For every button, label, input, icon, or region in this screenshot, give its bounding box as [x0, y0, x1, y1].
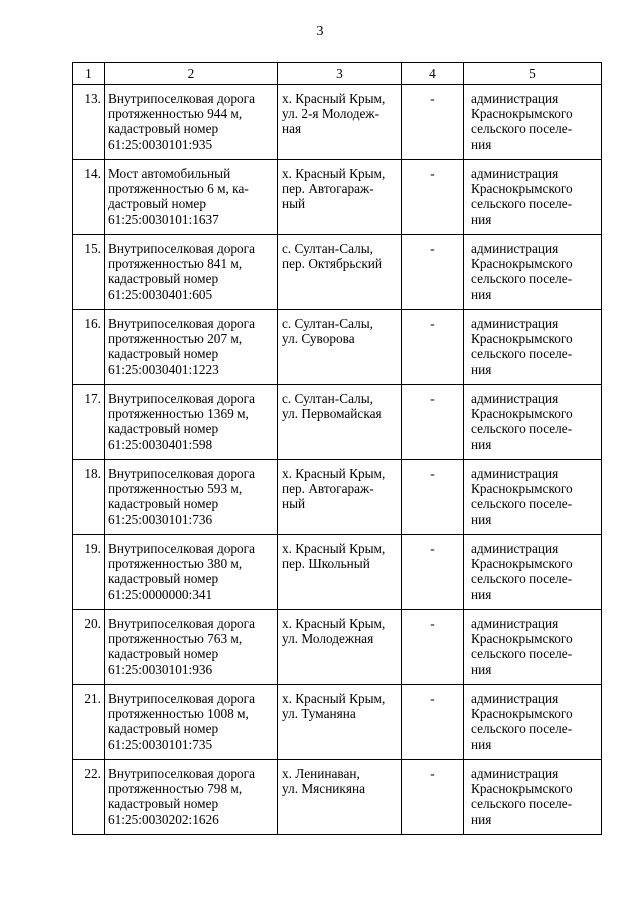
owner-cell — [464, 160, 602, 235]
owner-line: Краснокрымского — [471, 556, 573, 572]
address-line: пер. Автогараж- — [282, 481, 374, 497]
owner-line: Краснокрымского — [471, 481, 573, 497]
owner-line: сельского поселе- — [471, 796, 573, 812]
object-name-line: Внутрипоселковая дорога — [108, 766, 256, 781]
owner-line: администрация — [471, 166, 559, 181]
address-cell — [278, 685, 402, 760]
object-name-line: Внутрипоселковая дорога — [108, 466, 256, 481]
row-number-cell: 13. — [73, 85, 105, 160]
address-line: ул. Молодежная — [282, 631, 374, 647]
object-name-line: протяженностью 207 м, — [108, 331, 243, 347]
owner-line: ния — [471, 736, 492, 752]
address-line: ный — [282, 196, 306, 212]
address-line: х. Красный Крым, — [282, 616, 386, 631]
object-name-line: протяженностью 798 м, — [108, 781, 243, 797]
table-row — [73, 310, 602, 385]
object-name-line: кадастровый номер — [108, 121, 219, 137]
row-number-cell: 15. — [73, 235, 105, 310]
owner-line: сельского поселе- — [471, 496, 573, 512]
object-name-line: Внутрипоселковая дорога — [108, 541, 256, 556]
row-number-cell: 21. — [73, 685, 105, 760]
owner-line: сельского поселе- — [471, 571, 573, 587]
owner-line: Краснокрымского — [471, 331, 573, 347]
address-cell — [278, 235, 402, 310]
object-name-cell — [105, 310, 278, 385]
owner-cell — [464, 535, 602, 610]
object-name-line: Внутрипоселковая дорога — [108, 316, 256, 331]
table-row — [73, 385, 602, 460]
column-header: 4 — [402, 63, 464, 85]
owner-line: сельского поселе- — [471, 121, 573, 137]
address-line: с. Султан-Салы, — [282, 241, 373, 256]
object-name-cell — [105, 160, 278, 235]
owner-cell — [464, 310, 602, 385]
address-line: ул. Первомайская — [282, 406, 382, 422]
address-cell — [278, 760, 402, 835]
column-4-cell: - — [402, 535, 464, 610]
owner-line: Краснокрымского — [471, 706, 573, 722]
object-name-line: кадастровый номер — [108, 421, 219, 437]
column-4-cell: - — [402, 85, 464, 160]
column-header: 2 — [105, 63, 278, 85]
column-4-cell: - — [402, 685, 464, 760]
owner-line: сельского поселе- — [471, 421, 573, 437]
object-name-cell — [105, 85, 278, 160]
object-name-line: кадастровый номер — [108, 346, 219, 362]
owner-line: ния — [471, 586, 492, 602]
object-name-line: 61:25:0030401:598 — [108, 436, 213, 452]
column-4-cell: - — [402, 310, 464, 385]
owner-line: Краснокрымского — [471, 256, 573, 272]
object-name-line: протяженностью 763 м, — [108, 631, 243, 647]
row-number-cell: 20. — [73, 610, 105, 685]
object-name-line: Мост автомобильный — [108, 166, 231, 181]
address-line: ул. 2-я Молодеж- — [282, 106, 380, 122]
object-name-line: протяженностью 944 м, — [108, 106, 243, 122]
column-header: 5 — [464, 63, 602, 85]
table-row — [73, 85, 602, 160]
owner-line: ния — [471, 661, 492, 677]
table-row — [73, 610, 602, 685]
address-cell — [278, 610, 402, 685]
column-4-cell: - — [402, 760, 464, 835]
object-name-cell — [105, 460, 278, 535]
owner-line: сельского поселе- — [471, 196, 573, 212]
address-line: ный — [282, 496, 306, 512]
owner-line: администрация — [471, 316, 559, 331]
owner-cell — [464, 685, 602, 760]
object-name-line: 61:25:0030202:1626 — [108, 811, 219, 827]
address-line: с. Султан-Салы, — [282, 391, 373, 406]
object-name-line: кадастровый номер — [108, 271, 219, 287]
object-name-line: 61:25:0030101:736 — [108, 511, 213, 527]
object-name-cell — [105, 535, 278, 610]
object-name-line: дастровый номер — [108, 196, 206, 212]
owner-cell — [464, 760, 602, 835]
owner-line: администрация — [471, 541, 559, 556]
object-name-cell — [105, 760, 278, 835]
owner-line: администрация — [471, 466, 559, 481]
object-name-line: Внутрипоселковая дорога — [108, 391, 256, 406]
column-4-cell: - — [402, 235, 464, 310]
owner-line: ния — [471, 211, 492, 227]
row-number-cell: 16. — [73, 310, 105, 385]
address-cell — [278, 310, 402, 385]
registry-table — [72, 62, 602, 835]
owner-line: ния — [471, 811, 492, 827]
object-name-line: протяженностью 1008 м, — [108, 706, 249, 722]
column-header: 3 — [278, 63, 402, 85]
column-4-cell: - — [402, 385, 464, 460]
owner-cell — [464, 385, 602, 460]
object-name-line: кадастровый номер — [108, 496, 219, 512]
owner-line: Краснокрымского — [471, 106, 573, 122]
owner-line: администрация — [471, 91, 559, 106]
table-row — [73, 535, 602, 610]
address-line: х. Красный Крым, — [282, 166, 386, 181]
object-name-line: кадастровый номер — [108, 646, 219, 662]
table-row — [73, 685, 602, 760]
address-cell — [278, 460, 402, 535]
owner-cell — [464, 85, 602, 160]
object-name-line: 61:25:0030101:936 — [108, 661, 213, 677]
address-line: х. Красный Крым, — [282, 691, 386, 706]
owner-line: Краснокрымского — [471, 406, 573, 422]
address-line: пер. Автогараж- — [282, 181, 374, 197]
object-name-line: 61:25:0030101:1637 — [108, 211, 219, 227]
owner-line: Краснокрымского — [471, 781, 573, 797]
object-name-line: 61:25:0030101:735 — [108, 736, 213, 752]
owner-line: администрация — [471, 241, 559, 256]
table-row — [73, 760, 602, 835]
column-header: 1 — [73, 63, 105, 85]
owner-line: администрация — [471, 391, 559, 406]
owner-line: ния — [471, 511, 492, 527]
owner-cell — [464, 460, 602, 535]
owner-line: ния — [471, 136, 492, 152]
address-cell — [278, 85, 402, 160]
object-name-line: кадастровый номер — [108, 721, 219, 737]
object-name-line: 61:25:0030401:1223 — [108, 361, 219, 377]
owner-cell — [464, 235, 602, 310]
owner-line: сельского поселе- — [471, 271, 573, 287]
object-name-cell — [105, 685, 278, 760]
object-name-line: Внутрипоселковая дорога — [108, 241, 256, 256]
address-line: ул. Суворова — [282, 331, 355, 347]
table-row — [73, 460, 602, 535]
object-name-line: протяженностью 593 м, — [108, 481, 243, 497]
address-cell — [278, 535, 402, 610]
address-line: пер. Октябрьский — [282, 256, 383, 272]
address-line: пер. Школьный — [282, 556, 370, 572]
address-cell — [278, 160, 402, 235]
table-row — [73, 160, 602, 235]
owner-line: администрация — [471, 616, 559, 631]
owner-line: сельского поселе- — [471, 346, 573, 362]
owner-line: Краснокрымского — [471, 181, 573, 197]
column-4-cell: - — [402, 460, 464, 535]
address-line: ул. Туманяна — [282, 706, 356, 722]
object-name-line: кадастровый номер — [108, 571, 219, 587]
address-line: х. Красный Крым, — [282, 91, 386, 106]
owner-line: администрация — [471, 766, 559, 781]
object-name-line: протяженностью 1369 м, — [108, 406, 249, 422]
object-name-line: 61:25:0030101:935 — [108, 136, 213, 152]
row-number-cell: 19. — [73, 535, 105, 610]
object-name-cell — [105, 235, 278, 310]
owner-cell — [464, 610, 602, 685]
object-name-line: Внутрипоселковая дорога — [108, 91, 256, 106]
column-4-cell: - — [402, 160, 464, 235]
address-line: х. Красный Крым, — [282, 541, 386, 556]
page-number: 3 — [316, 24, 324, 39]
object-name-line: протяженностью 6 м, ка- — [108, 181, 249, 197]
owner-line: ния — [471, 286, 492, 302]
address-line: ул. Мясникяна — [282, 781, 366, 797]
address-line: ная — [282, 121, 302, 137]
table-row — [73, 235, 602, 310]
object-name-cell — [105, 610, 278, 685]
object-name-cell — [105, 385, 278, 460]
address-line: х. Ленинаван, — [282, 766, 360, 781]
row-number-cell: 18. — [73, 460, 105, 535]
object-name-line: кадастровый номер — [108, 796, 219, 812]
address-cell — [278, 385, 402, 460]
row-number-cell: 17. — [73, 385, 105, 460]
address-line: с. Султан-Салы, — [282, 316, 373, 331]
object-name-line: 61:25:0000000:341 — [108, 586, 213, 602]
row-number-cell: 14. — [73, 160, 105, 235]
object-name-line: Внутрипоселковая дорога — [108, 616, 256, 631]
object-name-line: протяженностью 380 м, — [108, 556, 243, 572]
column-4-cell: - — [402, 610, 464, 685]
object-name-line: Внутрипоселковая дорога — [108, 691, 256, 706]
object-name-line: 61:25:0030401:605 — [108, 286, 213, 302]
owner-line: ния — [471, 361, 492, 377]
owner-line: сельского поселе- — [471, 721, 573, 737]
header-row — [73, 63, 602, 85]
address-line: х. Красный Крым, — [282, 466, 386, 481]
owner-line: сельского поселе- — [471, 646, 573, 662]
owner-line: администрация — [471, 691, 559, 706]
owner-line: ния — [471, 436, 492, 452]
object-name-line: протяженностью 841 м, — [108, 256, 243, 272]
row-number-cell: 22. — [73, 760, 105, 835]
owner-line: Краснокрымского — [471, 631, 573, 647]
